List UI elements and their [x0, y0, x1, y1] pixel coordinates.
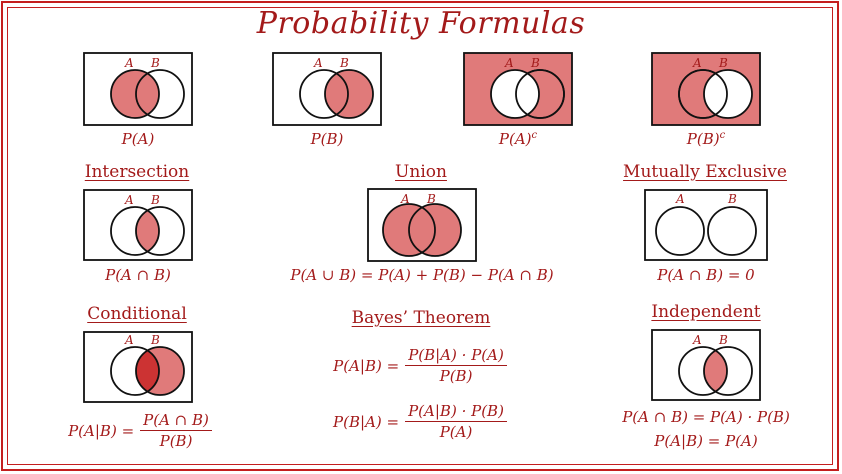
formula-p-b: P(B) [310, 130, 344, 148]
venn-p-a [83, 52, 193, 126]
heading-bayes-theorem: Bayes’ Theorem [351, 308, 491, 328]
formula-bayes-2: P(B|A) = $\frac{P(A|B) \cdot P(B)}{P(A)}$ [300, 402, 540, 441]
set-label-b: B [151, 193, 160, 207]
set-label-b: B [728, 192, 737, 206]
set-label-a: A [693, 333, 702, 347]
formula-p-b-complement: $P(B)^c$ [686, 130, 726, 148]
heading-conditional: Conditional [87, 304, 187, 324]
set-label-b: B [719, 333, 728, 347]
formula-independent-2: P(A|B) = P(A) [654, 432, 758, 450]
venn-p-b-complement [651, 52, 761, 126]
set-label-a: A [125, 193, 134, 207]
set-label-a: A [125, 333, 134, 347]
set-label-b: B [151, 333, 160, 347]
set-label-a: A [505, 56, 514, 70]
formula-intersection: P(A ∩ B) [105, 266, 171, 284]
set-label-a: A [314, 56, 323, 70]
set-label-b: B [531, 56, 540, 70]
venn-intersection [83, 189, 193, 261]
set-label-b: B [719, 56, 728, 70]
formula-independent-1: P(A ∩ B) = P(A) · P(B) [622, 408, 790, 426]
heading-independent: Independent [651, 302, 761, 322]
page-title: Probability Formulas [256, 6, 586, 41]
set-label-b: B [427, 192, 436, 206]
venn-mutually-exclusive [644, 189, 768, 261]
formula-union: P(A ∪ B) = P(A) + P(B) − P(A ∩ B) [290, 266, 554, 284]
heading-intersection: Intersection [84, 162, 190, 182]
formula-mutually-exclusive: P(A ∩ B) = 0 [657, 266, 755, 284]
venn-union [367, 188, 477, 262]
set-label-a: A [676, 192, 685, 206]
venn-p-b [272, 52, 382, 126]
set-label-b: B [151, 56, 160, 70]
set-label-a: A [693, 56, 702, 70]
set-label-a: A [401, 192, 410, 206]
heading-union: Union [395, 162, 447, 182]
heading-mutually-exclusive: Mutually Exclusive [623, 162, 787, 182]
set-label-a: A [125, 56, 134, 70]
formula-p-a-complement: $P(A)^c$ [498, 130, 538, 148]
venn-independent [651, 329, 761, 401]
set-label-b: B [340, 56, 349, 70]
formula-conditional: P(A|B) = $\frac{P(A \cap B)}{P(B)}$ [40, 411, 240, 450]
formula-p-a: P(A) [121, 130, 155, 148]
venn-p-a-complement [463, 52, 573, 126]
formula-bayes-1: P(A|B) = $\frac{P(B|A) \cdot P(A)}{P(B)}$ [300, 346, 540, 385]
venn-conditional [83, 331, 193, 403]
